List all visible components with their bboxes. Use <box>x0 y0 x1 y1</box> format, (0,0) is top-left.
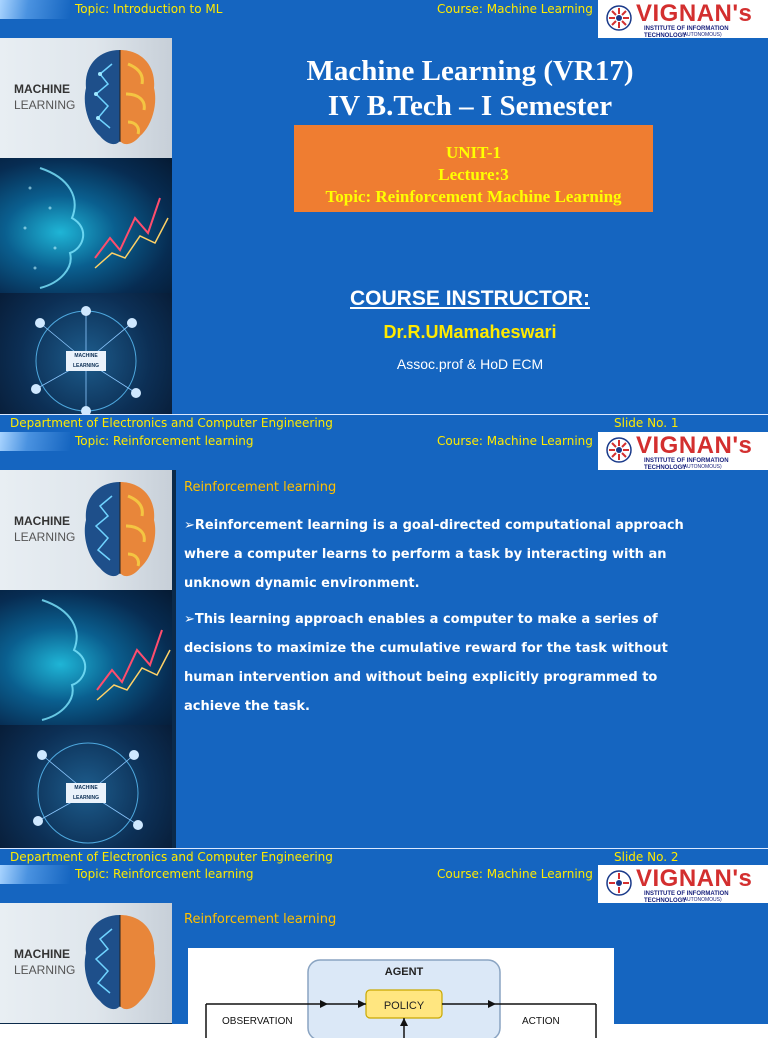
instructor-heading: COURSE INSTRUCTOR: <box>350 287 590 310</box>
section-heading: Reinforcement learning <box>184 480 337 495</box>
slide-1 <box>0 0 768 432</box>
lecture-topic: Topic: Reinforcement Machine Learning <box>325 187 622 206</box>
machine-learning-brain-image: MACHINE LEARNING <box>0 470 172 590</box>
semester-title: IV B.Tech – I Semester <box>327 90 613 122</box>
digital-face-image <box>0 590 172 725</box>
brain-icon <box>78 476 162 584</box>
action-label: ACTION <box>522 1016 560 1027</box>
logo-name: VIGNAN's <box>636 865 753 892</box>
paragraph-1: ➢Reinforcement learning is a goal-directed computational approach where a computer learns to perform a task by interacting with an unknown dynamic environment. <box>184 518 684 591</box>
logo-emblem-icon <box>606 437 632 463</box>
digital-face-image <box>0 158 172 293</box>
left-image-panel <box>0 903 172 1024</box>
section-heading: Reinforcement learning <box>184 912 337 927</box>
lecture-label: Lecture:3 <box>438 165 509 184</box>
network-diagram-image: MACHINE LEARNING <box>0 293 172 414</box>
logo-subtitle: INSTITUTE OF INFORMATION TECHNOLOGY <box>644 891 729 904</box>
agent-label: AGENT <box>384 966 424 978</box>
course-label: Course: Machine Learning <box>437 867 593 881</box>
slide-number: Slide No. 2 <box>614 850 679 864</box>
department-bar <box>0 848 768 865</box>
topic-label: Topic: Reinforcement learning <box>75 434 254 448</box>
instructor-role: Assoc.prof & HoD ECM <box>396 356 544 372</box>
brain-icon <box>78 44 162 152</box>
logo-subtitle: INSTITUTE OF INFORMATION TECHNOLOGY <box>644 26 729 39</box>
vignans-logo <box>598 0 768 38</box>
policy-label: POLICY <box>383 1000 425 1012</box>
logo-autonomous: (AUTONOMOUS) <box>682 464 722 470</box>
slide-number: Slide No. 1 <box>614 416 679 430</box>
unit-label: UNIT-1 <box>445 143 502 162</box>
slide-2 <box>0 432 768 865</box>
course-label: Course: Machine Learning <box>437 434 593 448</box>
logo-subtitle: INSTITUTE OF INFORMATION TECHNOLOGY <box>644 458 729 471</box>
network-diagram-image: MACHINE LEARNING <box>0 725 172 848</box>
machine-learning-brain-image: MACHINE LEARNING <box>0 903 172 1023</box>
instructor-name: Dr.R.UMamaheswari <box>383 322 557 342</box>
vignans-logo <box>598 432 768 470</box>
logo-autonomous: (AUTONOMOUS) <box>682 32 722 38</box>
lecture-info-box <box>294 125 653 212</box>
left-image-panel <box>0 470 176 848</box>
topic-label: Topic: Reinforcement learning <box>75 867 254 881</box>
department-label: Department of Electronics and Computer Engineering <box>10 850 333 864</box>
left-image-panel <box>0 38 172 414</box>
logo-name: VIGNAN's <box>636 432 753 459</box>
topic-label: Topic: Introduction to ML <box>75 2 223 16</box>
brain-icon <box>78 909 162 1017</box>
logo-name: VIGNAN's <box>636 0 753 27</box>
bullet-arrow-icon: ➢ <box>184 518 195 533</box>
bullet-arrow-icon: ➢ <box>184 612 195 627</box>
machine-learning-brain-image: MACHINE LEARNING <box>0 38 172 158</box>
department-label: Department of Electronics and Computer Engineering <box>10 416 333 430</box>
logo-autonomous: (AUTONOMOUS) <box>682 897 722 903</box>
department-bar <box>0 414 768 432</box>
logo-emblem-icon <box>606 5 632 31</box>
course-label: Course: Machine Learning <box>437 2 593 16</box>
paragraph-2: ➢This learning approach enables a computer to make a series of decisions to maximize the cumulative reward for the task without human intervention and without being explicitly programmed to achieve the task. <box>184 612 668 714</box>
observation-label: OBSERVATION <box>222 1016 293 1027</box>
logo-emblem-icon <box>606 870 632 896</box>
course-title: Machine Learning (VR17) <box>306 55 634 87</box>
rl-agent-diagram <box>188 948 614 1038</box>
vignans-logo <box>598 865 768 903</box>
